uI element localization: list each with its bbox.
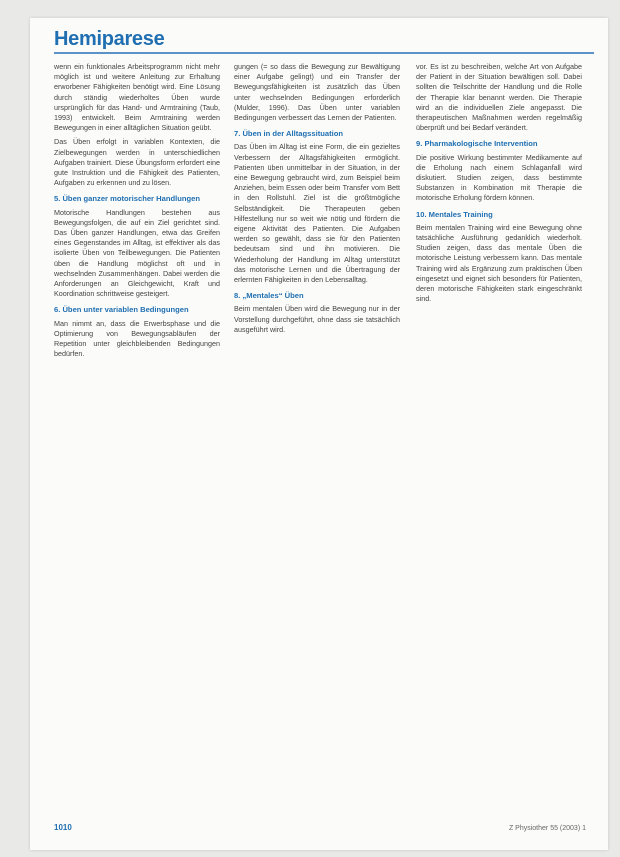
section-heading: 9. Pharmakologische Intervention bbox=[416, 139, 538, 149]
paragraph: gungen (= so dass die Bewegung zur Bewältigung einer Aufgabe gelingt) und ein Transfer der Bewegungsfähigkeiten ist zusätzlich das Üben unter wechselnden Bedingungen erforderlich (Mulder, 1996). Das Üben unter variablen Bedingungen verbessert das Lernen der Patienten. bbox=[234, 62, 400, 123]
paragraph: Das Üben erfolgt in variablen Kontexten, die Zielbewegungen werden in unterschiedlichen Aufgaben trainiert. Diese Übungsform erfordert eine gute Instruktion und die Fähigkeit des Patienten, Aufgaben zu erkennen und zu lösen. bbox=[54, 137, 220, 188]
section-heading: 8. „Mentales“ Üben bbox=[234, 291, 304, 301]
document-page bbox=[30, 18, 608, 850]
section-heading: 7. Üben in der Alltagssituation bbox=[234, 129, 343, 139]
column-2 bbox=[234, 62, 400, 339]
header-rule bbox=[54, 52, 594, 54]
paragraph: Das Üben im Alltag ist eine Form, die ein gezieltes Verbessern der Alltagsfähigkeiten ermöglicht. Patienten üben unmittelbar in der Situation, in der eine Bewegung gebraucht wird, zum Beispiel beim Anziehen, beim Essen oder beim Transfer vom Bett in den Rollstuhl. Ziel ist die größtmögliche Selbständigkeit. Die Therapeuten geben Hilfestellung nur so weit wie nötig und fördern die eigene Aktivität des Patienten. Die Aufgaben werden so gewählt, dass sie für den Patienten bedeutsam sind und ihn motivieren. Die Wiederholung der Handlung im Alltag unterstützt das motorische Lernen und die Übertragung der erlernten Fähigkeiten in den Lebensalltag. bbox=[234, 142, 400, 285]
section-heading: 5. Üben ganzer motorischer Handlungen bbox=[54, 194, 200, 204]
page-number: 1010 bbox=[54, 823, 72, 832]
section-heading: 10. Mentales Training bbox=[416, 209, 493, 219]
paragraph: Die positive Wirkung bestimmter Medikamente auf die Erholung nach einem Schlaganfall wird diskutiert. Studien zeigen, dass bestimmte Substanzen in Kombination mit Therapie die motorische Erholung fördern können. bbox=[416, 152, 582, 203]
paragraph: Motorische Handlungen bestehen aus Bewegungsfolgen, die auf ein Ziel gerichtet sind. Das Üben ganzer Handlungen, etwa das Greifen eines Gegenstandes im Alltag, ist effektiver als das isolierte Üben von Teilbewegungen. Die Patienten üben die Handlung möglichst oft und in wechselnden Zusammenhängen. Dabei werden die Anforderungen an Gleichgewicht, Kraft und Koordination schrittweise gesteigert. bbox=[54, 207, 220, 299]
section-heading: 6. Üben unter variablen Bedingungen bbox=[54, 305, 189, 315]
journal-citation: Z Physiother 55 (2003) 1 bbox=[508, 825, 586, 832]
column-1 bbox=[54, 62, 220, 363]
paragraph: Beim mentalen Üben wird die Bewegung nur in der Vorstellung durchgeführt, ohne dass sie tatsächlich ausgeführt wird. bbox=[234, 304, 400, 334]
paragraph: Beim mentalen Training wird eine Bewegung ohne tatsächliche Ausführung gedanklich wiederholt. Studien zeigen, dass das mentale Üben die motorische Leistung verbessern kann. Das mentale Training wird als Ergänzung zum praktischen Üben eingesetzt und eignet sich besonders für Patienten, deren motorische Fähigkeiten stark eingeschränkt sind. bbox=[416, 222, 582, 304]
paragraph: wenn ein funktionales Arbeitsprogramm nicht mehr möglich ist und weitere Anleitung zur Erhaltung erworbener Fähigkeiten benötigt wird. Eine Lösung durch ständig wiederholtes Üben wurde ursprünglich für das Hand- und Armtraining (Taub, 1993) entwickelt. Beim Armtraining werden Bewegungen in einer alltäglichen Situation geübt. bbox=[54, 62, 220, 133]
paragraph: vor. Es ist zu beschreiben, welche Art von Aufgabe der Patient in der Situation bewältigen soll. Dabei sollten die Teilschritte der Handlung und die Rolle der Therapie klar benannt werden. Die Therapie wird an die individuellen Ziele angepasst. Die therapeutischen Maßnahmen werden regelmäßig überprüft und bei Bedarf verändert. bbox=[416, 62, 582, 133]
page-header bbox=[54, 26, 594, 54]
paragraph: Man nimmt an, dass die Erwerbsphase und die Optimierung von Bewegungsabläufen der Repetition unter gleichbleibenden Bedingungen bedürfen. bbox=[54, 318, 220, 359]
column-3 bbox=[416, 62, 582, 308]
page-title: Hemiparese bbox=[54, 28, 165, 50]
